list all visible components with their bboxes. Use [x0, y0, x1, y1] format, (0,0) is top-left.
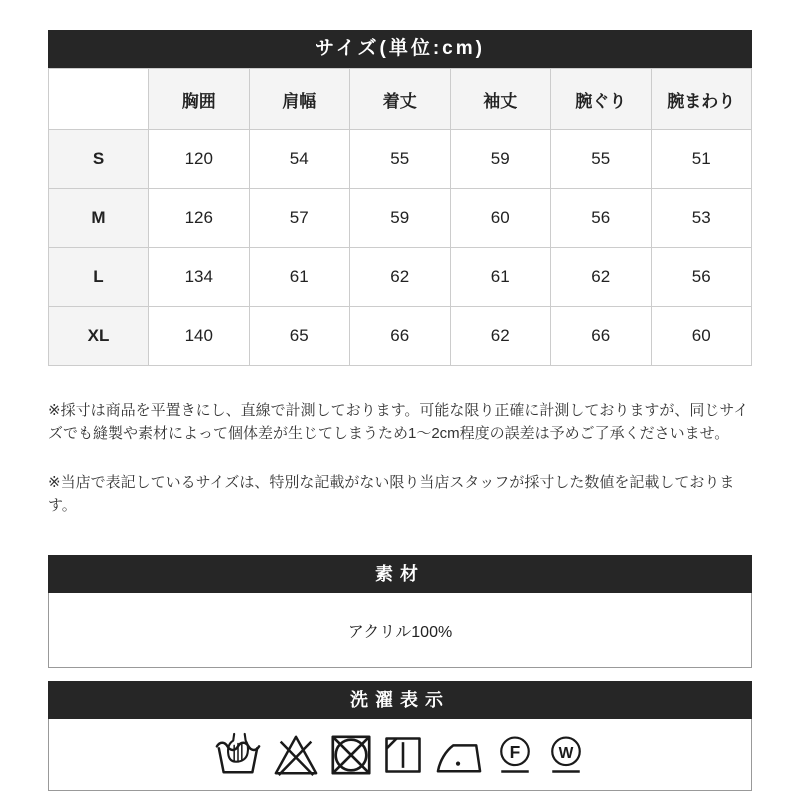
- table-row-l: [49, 248, 752, 307]
- size-section-header: サイズ(単位:cm): [48, 30, 752, 68]
- cell: 56: [551, 189, 652, 248]
- cell: 55: [350, 130, 451, 189]
- size-section: [48, 30, 752, 366]
- material-body: [48, 593, 752, 668]
- note-staff-measured: ※当店で表記しているサイズは、特別な記載がない限り当店スタッフが採寸した数値を記載しております。: [48, 474, 735, 514]
- do-not-bleach-icon: [271, 732, 321, 778]
- size-label: L: [49, 248, 149, 307]
- cell: 55: [551, 130, 652, 189]
- cell: 126: [149, 189, 250, 248]
- cell: 53: [651, 189, 752, 248]
- cell: 62: [350, 248, 451, 307]
- material-section: [48, 555, 752, 668]
- column-header-length: 着丈: [350, 69, 451, 130]
- cell: 60: [450, 189, 551, 248]
- table-row-m: [49, 189, 752, 248]
- cell: 62: [450, 307, 551, 366]
- cell: 54: [249, 130, 350, 189]
- cell: 56: [651, 248, 752, 307]
- do-not-tumble-dry-icon: [328, 732, 374, 778]
- product-info-page: [48, 30, 752, 791]
- size-table-header-row: [49, 69, 752, 130]
- cell: 134: [149, 248, 250, 307]
- cell: 60: [651, 307, 752, 366]
- cell: 57: [249, 189, 350, 248]
- care-section: [48, 681, 752, 791]
- note-measurement-tolerance: ※採寸は商品を平置きにし、直線で計測しております。可能な限り正確に計測しておりますが、同じサイズでも縫製や素材によって個体差が生じてしまうため1〜2cm程度の誤差は予めご了承くださいませ。: [48, 402, 749, 442]
- hang-dry-in-shade-icon: [381, 732, 425, 778]
- column-header-shoulder: 肩幅: [249, 69, 350, 130]
- svg-text:W: W: [558, 744, 574, 762]
- care-symbols-row: [48, 719, 752, 791]
- material-value: アクリル100%: [347, 623, 453, 641]
- iron-low-heat-icon: [432, 732, 486, 778]
- size-table-corner-cell: [49, 69, 149, 130]
- care-section-header: 洗濯表示: [48, 681, 752, 719]
- cell: 61: [450, 248, 551, 307]
- column-header-armhole: 腕ぐり: [551, 69, 652, 130]
- cell: 66: [350, 307, 451, 366]
- cell: 66: [551, 307, 652, 366]
- cell: 140: [149, 307, 250, 366]
- size-label: S: [49, 130, 149, 189]
- cell: 120: [149, 130, 250, 189]
- cell: 59: [350, 189, 451, 248]
- measurement-notes: [48, 399, 752, 517]
- size-label: M: [49, 189, 149, 248]
- column-header-sleeve: 袖丈: [450, 69, 551, 130]
- cell: 62: [551, 248, 652, 307]
- table-row-s: [49, 130, 752, 189]
- cell: 65: [249, 307, 350, 366]
- wet-clean-gentle-icon: [544, 732, 588, 778]
- cell: 51: [651, 130, 752, 189]
- cell: 61: [249, 248, 350, 307]
- material-section-header: 素材: [48, 555, 752, 593]
- table-row-xl: [49, 307, 752, 366]
- size-table: [48, 68, 752, 366]
- column-header-chest: 胸囲: [149, 69, 250, 130]
- dry-clean-petroleum-gentle-icon: [493, 732, 537, 778]
- svg-text:F: F: [509, 741, 521, 762]
- hand-wash-icon: [212, 732, 264, 778]
- size-label: XL: [49, 307, 149, 366]
- cell: 59: [450, 130, 551, 189]
- column-header-arm-circumference: 腕まわり: [651, 69, 752, 130]
